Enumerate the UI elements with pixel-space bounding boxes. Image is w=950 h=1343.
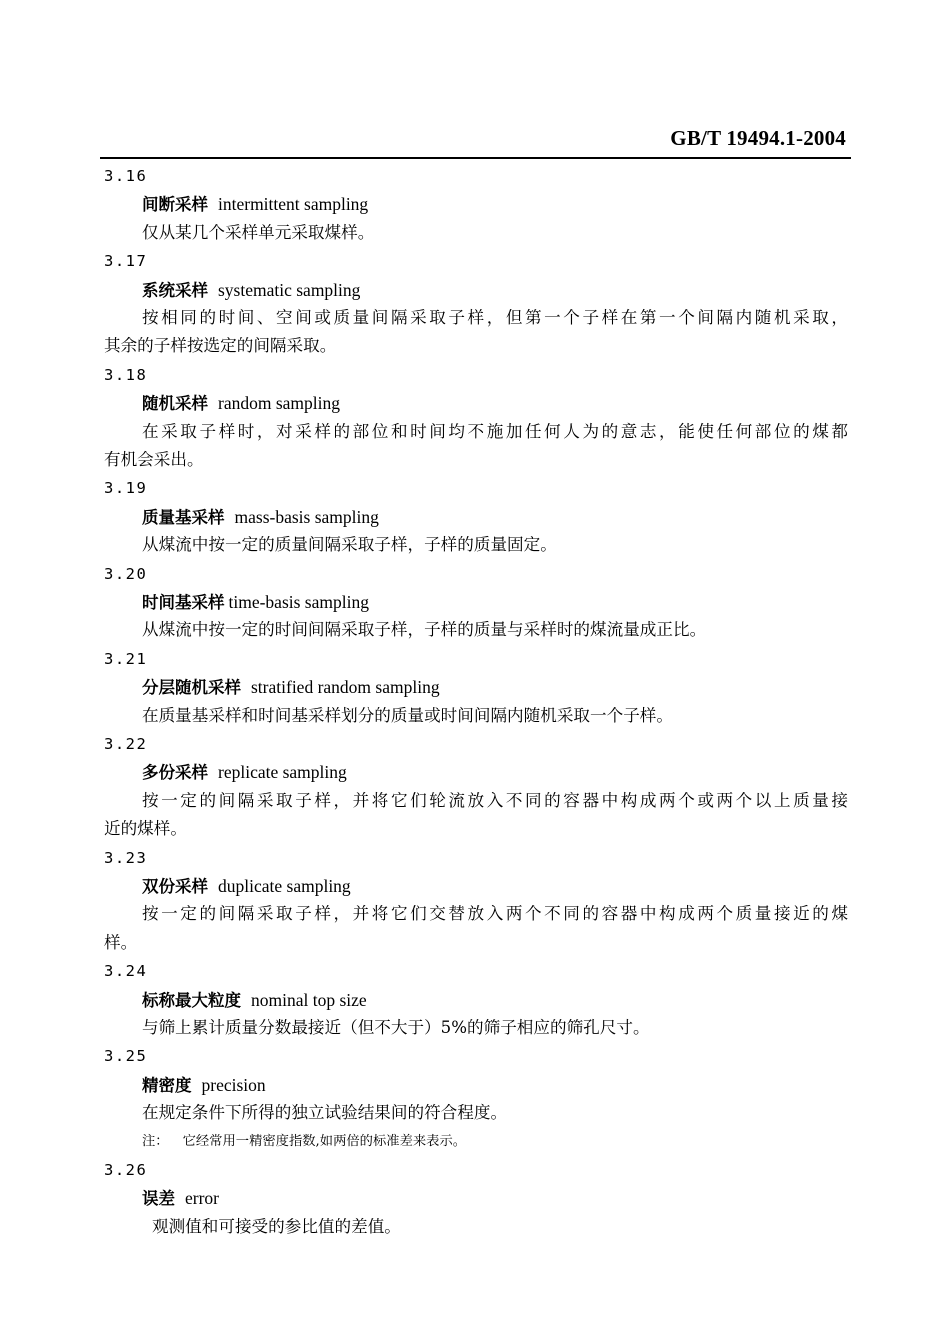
term-definition <box>104 900 848 957</box>
term-english: error <box>185 1188 220 1209</box>
term-note <box>104 1128 848 1156</box>
term-english: precision <box>201 1074 266 1095</box>
term-english: stratified random sampling <box>251 677 440 698</box>
term-heading <box>104 986 848 1014</box>
note-text: 它经常用一精密度指数,如两倍的标准差来表示。 <box>182 1133 467 1149</box>
term-chinese: 多份采样 <box>142 763 208 783</box>
term-chinese: 时间基采样 <box>142 592 225 612</box>
term-heading <box>104 1184 848 1212</box>
clause-number: 3.26 <box>104 1160 148 1179</box>
term-chinese: 质量基采样 <box>142 507 225 527</box>
term-chinese: 双份采样 <box>142 876 208 896</box>
term-heading <box>104 673 848 701</box>
term-heading <box>104 389 848 417</box>
term-entry <box>104 474 848 559</box>
term-entry <box>104 361 848 475</box>
definition-line: 按一定的间隔采取子样，并将它们交替放入两个不同的容器中构成两个质量接近的煤 <box>142 904 848 924</box>
clause-number: 3.25 <box>104 1047 148 1066</box>
term-heading <box>104 276 848 304</box>
note-label: 注： <box>142 1133 169 1149</box>
definition-line: 近的煤样。 <box>104 819 187 839</box>
terms-list <box>104 162 848 1241</box>
term-entry <box>104 844 848 958</box>
term-definition <box>104 787 848 844</box>
term-chinese: 分层随机采样 <box>142 678 241 698</box>
term-definition: 观测值和可接受的参比值的差值。 <box>152 1216 401 1236</box>
term-definition <box>104 418 848 475</box>
term-heading <box>104 1071 848 1099</box>
term-entry <box>104 162 848 247</box>
term-chinese: 标称最大粒度 <box>142 990 241 1010</box>
term-english: random sampling <box>218 393 340 414</box>
clause-number: 3.22 <box>104 734 148 753</box>
term-entry <box>104 957 848 1042</box>
term-english: nominal top size <box>251 989 367 1010</box>
definition-line: 有机会采出。 <box>104 449 204 469</box>
term-definition: 从煤流中按一定的质量间隔采取子样，子样的质量固定。 <box>142 535 557 555</box>
clause-number: 3.16 <box>104 167 148 185</box>
definition-line: 在采取子样时，对采样的部位和时间均不施加任何人为的意志，能使任何部位的煤都 <box>142 421 848 441</box>
term-chinese: 随机采样 <box>142 394 208 414</box>
term-english: duplicate sampling <box>218 875 351 896</box>
clause-number: 3.23 <box>104 848 148 867</box>
term-chinese: 系统采样 <box>142 280 208 300</box>
term-entry <box>104 1156 848 1241</box>
term-chinese: 间断采样 <box>142 195 208 215</box>
term-heading <box>104 758 848 786</box>
clause-number: 3.17 <box>104 252 148 271</box>
term-definition: 在质量基采样和时间基采样划分的质量或时间间隔内随机采取一个子样。 <box>142 705 673 725</box>
term-entry <box>104 1042 848 1156</box>
clause-number: 3.20 <box>104 564 148 583</box>
term-english: systematic sampling <box>218 279 361 300</box>
clause-number: 3.24 <box>104 962 148 981</box>
term-english: mass-basis sampling <box>234 506 379 527</box>
term-entry <box>104 560 848 645</box>
clause-number: 3.19 <box>104 479 148 498</box>
term-chinese: 精密度 <box>142 1075 192 1095</box>
term-chinese: 误差 <box>142 1189 175 1209</box>
definition-line: 其余的子样按选定的间隔采取。 <box>104 336 337 356</box>
term-definition: 从煤流中按一定的时间间隔采取子样，子样的质量与采样时的煤流量成正比。 <box>142 620 707 640</box>
term-heading <box>104 503 848 531</box>
term-heading <box>104 872 848 900</box>
term-heading <box>104 588 848 616</box>
term-heading <box>104 190 848 218</box>
clause-number: 3.21 <box>104 649 148 668</box>
term-entry <box>104 730 848 844</box>
term-entry <box>104 247 848 361</box>
term-definition: 与筛上累计质量分数最接近（但不大于）5%的筛子相应的筛孔尺寸。 <box>142 1017 650 1037</box>
term-entry <box>104 645 848 730</box>
term-definition: 在规定条件下所得的独立试验结果间的符合程度。 <box>142 1103 508 1123</box>
header-rule <box>100 157 851 159</box>
definition-line: 样。 <box>104 932 138 952</box>
standard-code: GB/T 19494.1-2004 <box>670 126 846 150</box>
term-definition <box>104 304 848 361</box>
term-english: replicate sampling <box>218 762 347 783</box>
term-english: time-basis sampling <box>228 591 369 612</box>
definition-line: 按一定的间隔采取子样，并将它们轮流放入不同的容器中构成两个或两个以上质量接 <box>142 790 848 810</box>
term-definition: 仅从某几个采样单元采取煤样。 <box>142 222 375 242</box>
term-english: intermittent sampling <box>218 194 369 215</box>
definition-line: 按相同的时间、空间或质量间隔采取子样，但第一个子样在第一个间隔内随机采取， <box>142 307 848 327</box>
clause-number: 3.18 <box>104 365 148 384</box>
